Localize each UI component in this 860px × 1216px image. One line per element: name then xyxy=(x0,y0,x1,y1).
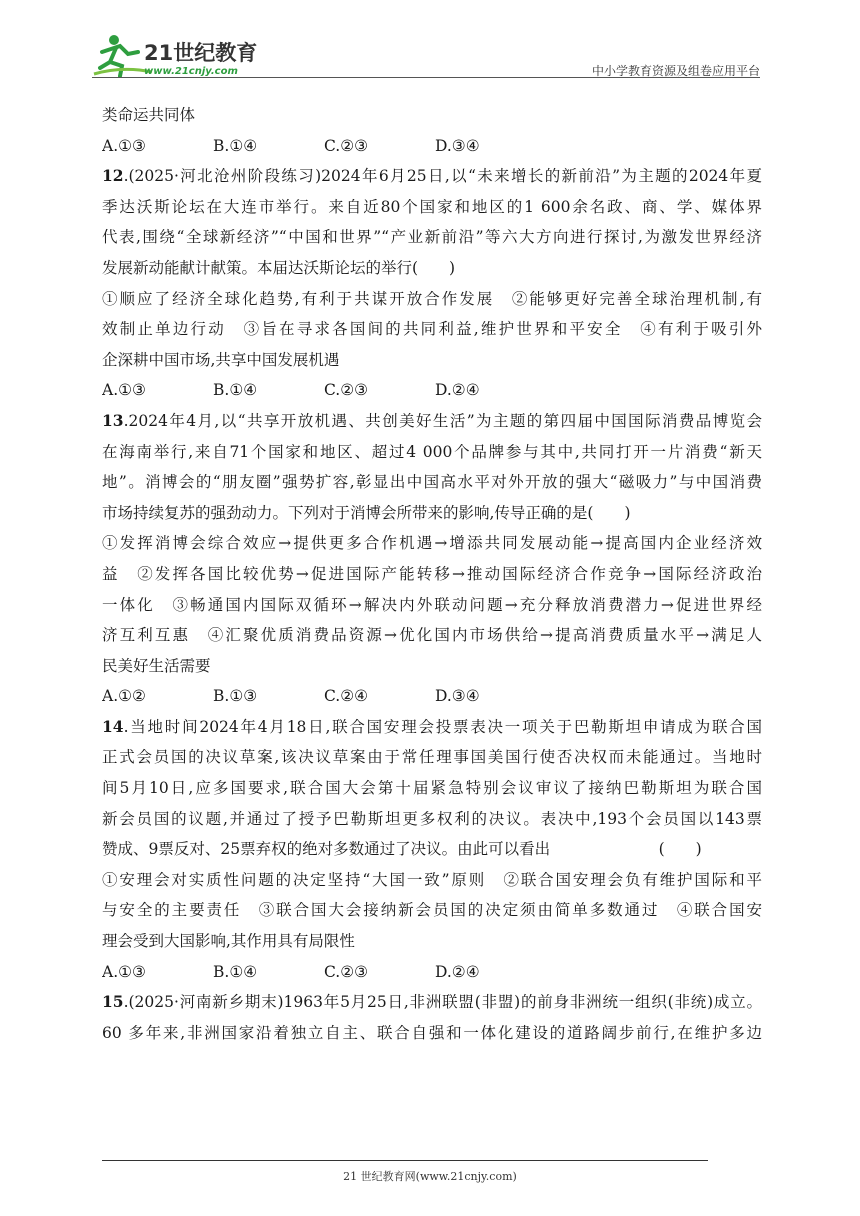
option-a: A.①③ xyxy=(102,136,146,155)
options-row xyxy=(102,131,762,162)
question-15-line xyxy=(102,987,762,1018)
question-text: .(2025·河南新乡期末)1963年5月25日,非洲联盟(非盟)的前身非洲统一组织(非统)成立。 xyxy=(123,993,762,1012)
options-row xyxy=(102,957,762,988)
option-b: B.①④ xyxy=(213,136,258,155)
option-d: D.③④ xyxy=(435,687,480,706)
question-12-line: 代表,围绕“全球新经济”“中国和世界”“产业新前沿”等六大方向进行探讨,为激发世界经济 xyxy=(102,228,762,247)
question-14-line: 赞成、9票反对、25票弃权的绝对多数通过了决议。由此可以看出 ( ) xyxy=(102,840,702,859)
carry-over-text: 类命运共同体 xyxy=(102,106,196,124)
statement-line: ①安理会对实质性问题的决定坚持“大国一致”原则 ②联合国安理会负有维护国际和平 xyxy=(102,870,762,889)
question-13-line: 在海南举行,来自71个国家和地区、超过4 000个品牌参与其中,共同打开一片消费“新天 xyxy=(102,442,762,461)
statement-line: 效制止单边行动 ③旨在寻求各国间的共同利益,维护世界和平安全 ④有利于吸引外 xyxy=(102,320,762,339)
question-13-line xyxy=(102,406,762,437)
question-number: 15 xyxy=(102,992,124,1012)
statement-line: ①顺应了经济全球化趋势,有利于共谋开放合作发展 ②能够更好完善全球治理机制,有 xyxy=(102,289,762,308)
question-12-line: 季达沃斯论坛在大连市举行。来自近80个国家和地区的1 600余名政、商、学、媒体界 xyxy=(102,197,762,216)
question-number: 14 xyxy=(102,716,124,736)
option-d: D.②④ xyxy=(435,962,480,981)
option-a: A.①③ xyxy=(102,962,146,981)
question-14-line xyxy=(102,712,762,743)
question-12-line: 发展新动能献计献策。本届达沃斯论坛的举行( ) xyxy=(102,258,456,277)
option-a: A.①② xyxy=(102,687,146,706)
statement-line: 与安全的主要责任 ③联合国大会接纳新会员国的决定须由简单多数通过 ④联合国安 xyxy=(102,901,762,920)
question-content xyxy=(102,100,762,1048)
question-15-line: 60 多年来,非洲国家沿着独立自主、联合自强和一体化建设的道路阔步前行,在维护多边 xyxy=(102,1023,762,1042)
logo-url: www.21cnjy.com xyxy=(144,66,238,77)
statement-line: 济互利互惠 ④汇聚优质消费品资源→优化国内市场供给→提高消费质量水平→满足人 xyxy=(102,626,762,645)
options-row xyxy=(102,375,762,406)
footer-divider xyxy=(102,1160,708,1161)
question-text: .2024年4月,以“共享开放机遇、共创美好生活”为主题的第四届中国国际消费品博览会 xyxy=(123,411,762,430)
question-12-line xyxy=(102,161,762,192)
option-d: D.③④ xyxy=(435,136,480,155)
question-text: .(2025·河北沧州阶段练习)2024年6月25日,以“未来增长的新前沿”为主题的2024年夏 xyxy=(123,167,762,186)
question-number: 12 xyxy=(102,166,124,186)
option-c: C.②③ xyxy=(324,381,369,400)
option-c: C.②④ xyxy=(324,687,369,706)
question-14-line: 间5月10日,应多国要求,联合国大会第十届紧急特别会议审议了接纳巴勒斯坦为联合国 xyxy=(102,779,762,798)
option-b: B.①④ xyxy=(213,381,258,400)
statement-line: 一体化 ③畅通国内国际双循环→解决内外联动问题→充分释放消费潜力→促进世界经 xyxy=(102,595,762,614)
header-divider xyxy=(92,77,760,78)
question-14-line: 正式会员国的决议草案,该决议草案由于常任理事国美国行使否决权而未能通过。当地时 xyxy=(102,748,762,767)
option-c: C.②③ xyxy=(324,136,369,155)
options-row xyxy=(102,681,762,712)
statement-line: 理会受到大国影响,其作用具有局限性 xyxy=(102,932,355,951)
statement-line: 企深耕中国市场,共享中国发展机遇 xyxy=(102,350,340,369)
option-d: D.②④ xyxy=(435,381,480,400)
platform-name: 中小学教育资源及组卷应用平台 xyxy=(591,64,760,78)
statement-line: 益 ②发挥各国比较优势→促进国际产能转移→推动国际经济合作竞争→国际经济政治 xyxy=(102,564,762,583)
site-logo xyxy=(92,32,267,80)
option-b: B.①④ xyxy=(213,962,258,981)
page-footer: 21 世纪教育网(www.21cnjy.com) xyxy=(343,1170,517,1183)
logo-wordmark: 21世纪教育 xyxy=(144,41,258,65)
question-text: .当地时间2024年4月18日,联合国安理会投票表决一项关于巴勒斯坦申请成为联合国 xyxy=(123,717,762,736)
question-13-line: 地”。消博会的“朋友圈”强势扩容,彰显出中国高水平对外开放的强大“磁吸力”与中国消费 xyxy=(102,473,762,492)
statement-line: 民美好生活需要 xyxy=(102,656,211,675)
page-header xyxy=(92,32,760,82)
option-a: A.①③ xyxy=(102,381,146,400)
option-c: C.②③ xyxy=(324,962,369,981)
question-13-line: 市场持续复苏的强劲动力。下列对于消博会所带来的影响,传导正确的是( ) xyxy=(102,503,631,522)
statement-line: ①发挥消博会综合效应→提供更多合作机遇→增添共同发展动能→提高国内企业经济效 xyxy=(102,534,762,553)
question-number: 13 xyxy=(102,410,124,430)
question-14-line: 新会员国的议题,并通过了授予巴勒斯坦更多权利的决议。表决中,193个会员国以143票 xyxy=(102,809,762,828)
option-b: B.①③ xyxy=(213,687,258,706)
